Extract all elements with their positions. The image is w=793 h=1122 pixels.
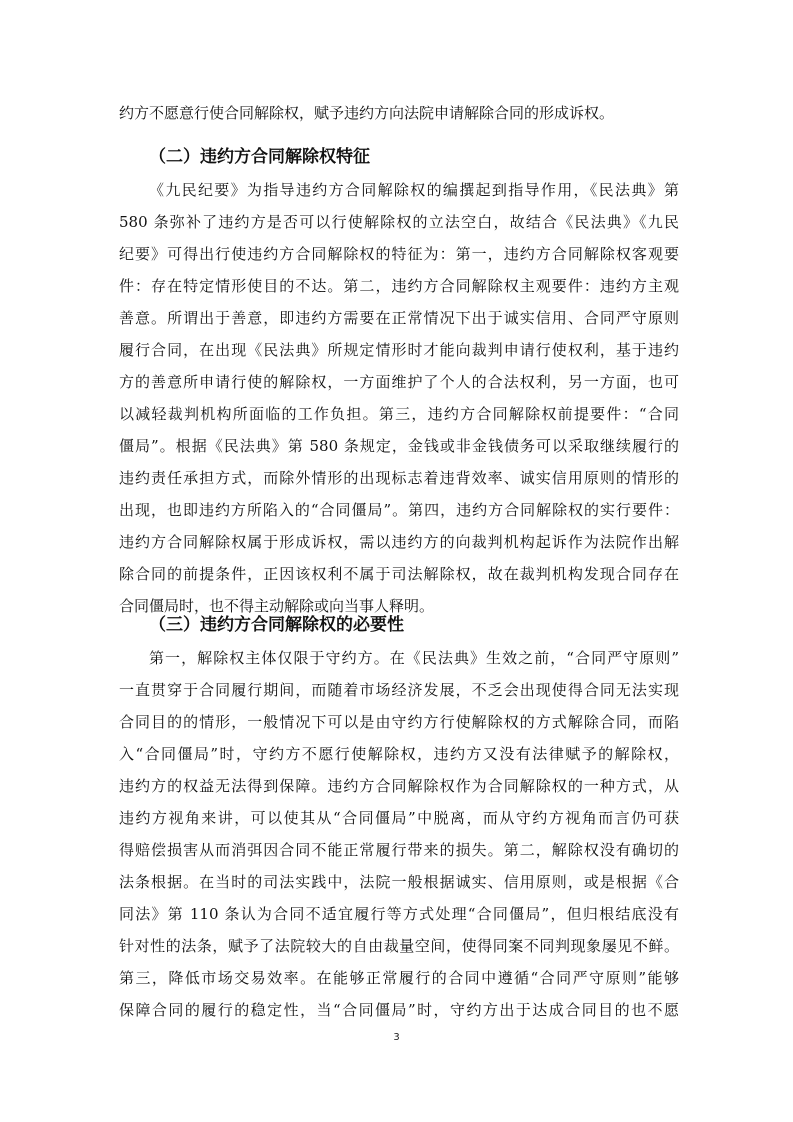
paragraph-line: 合同目的的情形，一般情况下可以是由守约方行使解除权的方式解除合同，而陷 [119, 713, 679, 731]
paragraph-line: 《九民纪要》为指导违约方合同解除权的编撰起到指导作用，《民法典》第 [149, 181, 679, 199]
section-heading-characteristics: （二）违约方合同解除权特征 [149, 147, 370, 167]
paragraph-line: 出现，也即违约方所陷入的“合同僵局”。第四，违约方合同解除权的实行要件： [119, 501, 679, 519]
paragraph-line: 件：存在特定情形使目的不达。第二，违约方合同解除权主观要件：违约方主观 [119, 277, 679, 295]
paragraph-line: 针对性的法条，赋予了法院较大的自由裁量空间，使得同案不同判现象屡见不鲜。 [119, 937, 679, 955]
paragraph-line: 一直贯穿于合同履行期间，而随着市场经济发展，不乏会出现使得合同无法实现 [119, 681, 679, 699]
paragraph-line: 善意。所谓出于善意，即违约方需要在正常情况下出于诚实信用、合同严守原则 [119, 309, 679, 327]
section-heading-necessity: （三）违约方合同解除权的必要性 [149, 615, 404, 635]
paragraph-line: 履行合同，在出现《民法典》所规定情形时才能向裁判申请行使权利，基于违约 [119, 341, 679, 359]
paragraph-line: 合同僵局时，也不得主动解除或向当事人释明。 [119, 597, 435, 615]
paragraph-line: 以减轻裁判机构所面临的工作负担。第三，违约方合同解除权前提要件：“合同 [119, 405, 679, 423]
paragraph-line: 除合同的前提条件，正因该权利不属于司法解除权，故在裁判机构发现合同存在 [119, 565, 679, 583]
paragraph-line: 违约方的权益无法得到保障。违约方合同解除权作为合同解除权的一种方式，从 [119, 777, 679, 795]
paragraph-line: 保障合同的履行的稳定性，当“合同僵局”时，守约方出于达成合同目的也不愿 [119, 1001, 679, 1019]
paragraph-line: 入“合同僵局”时，守约方不愿行使解除权，违约方又没有法律赋予的解除权， [119, 745, 679, 763]
page-number: 3 [393, 1032, 400, 1043]
paragraph-line: 同法》第 110 条认为合同不适宜履行等方式处理“合同僵局”，但归根结底没有 [119, 905, 679, 923]
paragraph-line: 法条根据。在当时的司法实践中，法院一般根据诚实、信用原则，或是根据《合 [119, 873, 679, 891]
paragraph-line: 约方不愿意行使合同解除权，赋予违约方向法院申请解除合同的形成诉权。 [119, 104, 615, 122]
paragraph-line: 僵局”。根据《民法典》第 580 条规定，金钱或非金钱债务可以采取继续履行的 [119, 437, 679, 455]
paragraph-line: 580 条弥补了违约方是否可以行使解除权的立法空白，故结合《民法典》《九民 [119, 213, 679, 231]
paragraph-line: 违约方合同解除权属于形成诉权，需以违约方的向裁判机构起诉作为法院作出解 [119, 533, 679, 551]
paragraph-line: 违约责任承担方式，而除外情形的出现标志着违背效率、诚实信用原则的情形的 [119, 469, 679, 487]
paragraph-line: 第一，解除权主体仅限于守约方。在《民法典》生效之前，“合同严守原则” [149, 649, 679, 667]
paragraph-line: 纪要》可得出行使违约方合同解除权的特征为：第一，违约方合同解除权客观要 [119, 245, 679, 263]
paragraph-line: 违约方视角来讲，可以使其从“合同僵局”中脱离，而从守约方视角而言仍可获 [119, 809, 679, 827]
paragraph-line: 第三，降低市场交易效率。在能够正常履行的合同中遵循“合同严守原则”能够 [119, 969, 679, 987]
paragraph-line: 方的善意所申请行使的解除权，一方面维护了个人的合法权利，另一方面，也可 [119, 373, 679, 391]
paragraph-line: 得赔偿损害从而消弭因合同不能正常履行带来的损失。第二，解除权没有确切的 [119, 841, 679, 859]
